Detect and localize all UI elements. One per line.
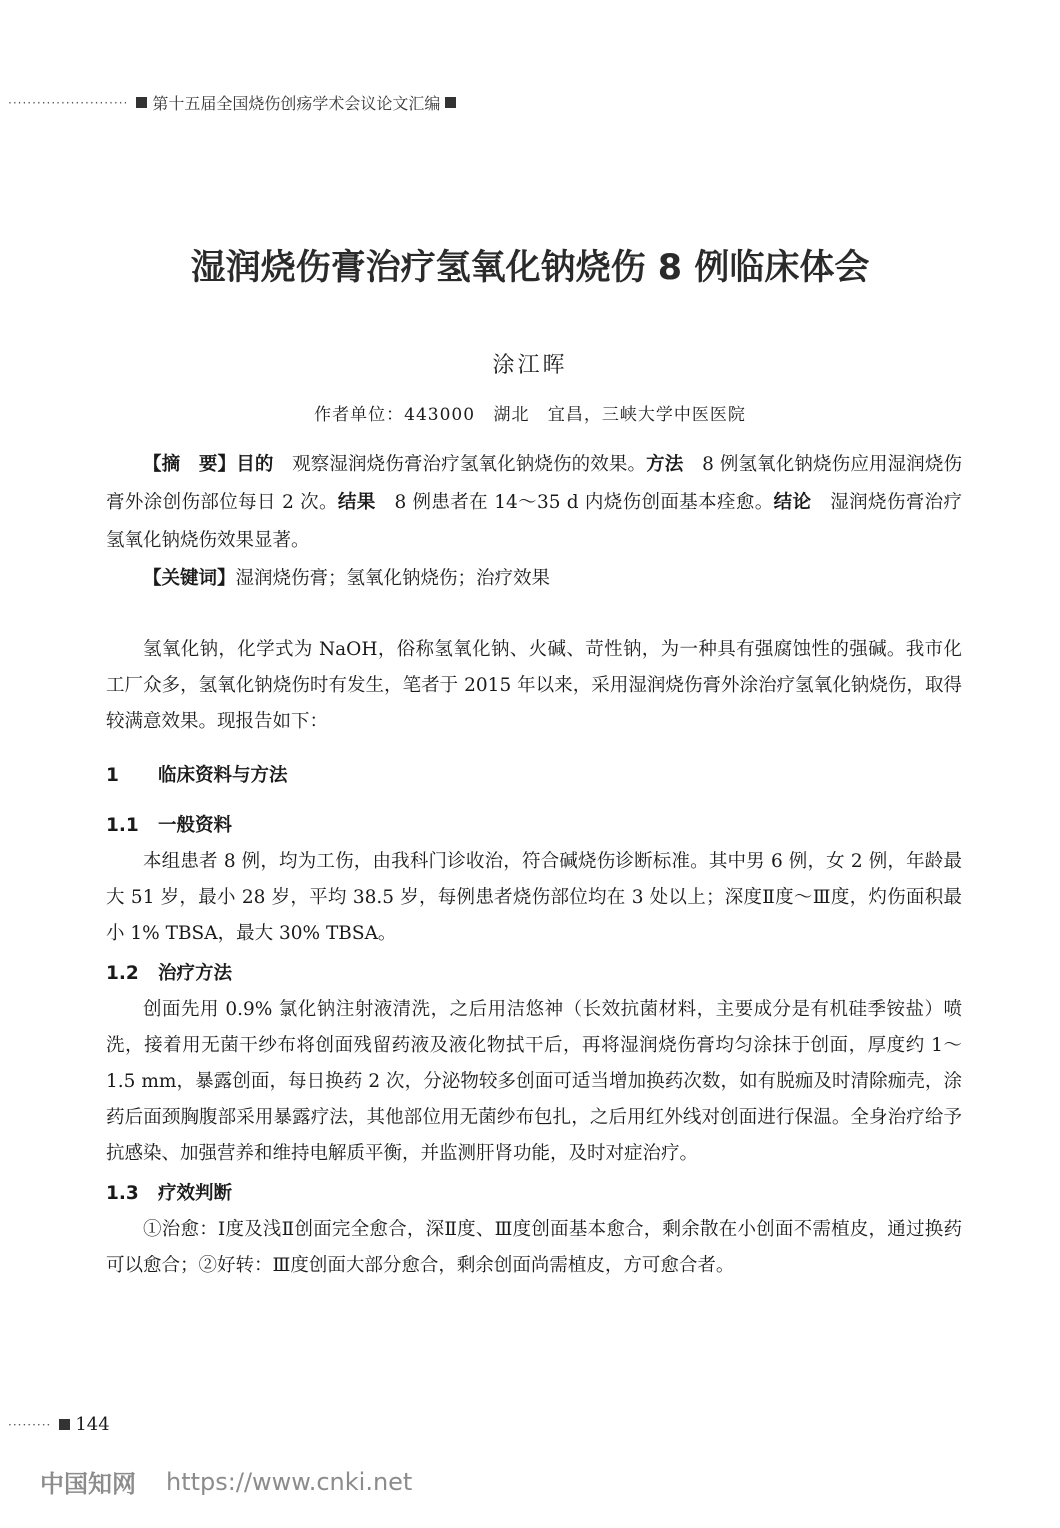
affiliation-city: 宜昌，三峡大学中医医院 bbox=[547, 405, 746, 425]
paper-body bbox=[106, 446, 962, 1284]
conclusion-text: 湿润烧伤膏治疗氢氧化钠烧伤效果显著。 bbox=[106, 492, 962, 551]
square-bullet-icon bbox=[136, 97, 147, 108]
running-header bbox=[8, 91, 461, 114]
subsection-heading-1-2 bbox=[106, 956, 962, 992]
section-heading-1 bbox=[106, 758, 962, 794]
conclusion-label: 结论 bbox=[773, 492, 812, 513]
objective-text: 观察湿润烧伤膏治疗氢氧化钠烧伤的效果。 bbox=[273, 454, 647, 475]
methods-text: 8 例氢氧化钠烧伤应用湿润烧伤膏外涂创伤部位每日 2 次。 bbox=[106, 454, 962, 513]
abstract-tag: 【摘 要】 bbox=[143, 454, 237, 475]
subsection-title: 疗效判断 bbox=[158, 1183, 233, 1204]
keywords-text: 湿润烧伤膏；氢氧化钠烧伤；治疗效果 bbox=[235, 568, 551, 589]
author-name: 涂江晖 bbox=[492, 353, 568, 378]
cnki-url[interactable]: https://www.cnki.net bbox=[166, 1467, 413, 1496]
subsection-number: 1.1 bbox=[106, 815, 139, 836]
results-label: 结果 bbox=[337, 492, 376, 513]
page-footer bbox=[8, 1414, 110, 1435]
results-text: 8 例患者在 14～35 d 内烧伤创面基本痊愈。 bbox=[375, 492, 774, 513]
section-title: 临床资料与方法 bbox=[158, 765, 288, 786]
subsection-heading-1-1 bbox=[106, 808, 962, 844]
affiliation-province: 湖北 bbox=[493, 405, 530, 425]
efficacy-paragraph: ①治愈：Ⅰ度及浅Ⅱ创面完全愈合，深Ⅱ度、Ⅲ度创面基本愈合，剩余散在小创面不需植皮，通过换药可以愈合；②好转：Ⅲ度创面大部分愈合，剩余创面尚需植皮，方可愈合者。 bbox=[106, 1219, 962, 1276]
section-number: 1 bbox=[106, 765, 119, 786]
page-number: 144 bbox=[75, 1414, 110, 1435]
intro-paragraph: 氢氧化钠，化学式为 NaOH，俗称氢氧化钠、火碱、苛性钠，为一种具有强腐蚀性的强碱。我市化工厂众多，氢氧化钠烧伤时有发生，笔者于 2015 年以来，采用湿润烧伤膏外涂治疗氢氧化钠烧伤，取得较满意效果。现报告如下： bbox=[106, 639, 962, 732]
treatment-paragraph: 创面先用 0.9% 氯化钠注射液清洗，之后用洁悠神（长效抗菌材料，主要成分是有机硅季铵盐）喷洗，接着用无菌干纱布将创面残留药液及液化物拭干后，再将湿润烧伤膏均匀涂抹于创面，厚度约 1～1.5 mm，暴露创面，每日换药 2 次，分泌物较多创面可适当增加换药次数，如有脱痂及时清除痂壳，涂药后面颈胸腹部采用暴露疗法，其他部位用无菌纱布包扎，之后用红外线对创面进行保温。全身治疗给予抗感染、加强营养和维持电解质平衡，并监测肝肾功能，及时对症治疗。 bbox=[106, 999, 962, 1164]
subsection-heading-1-3 bbox=[106, 1176, 962, 1212]
header-dots: ························· bbox=[8, 95, 129, 110]
square-bullet-icon bbox=[445, 97, 456, 108]
cnki-logo: 中国知网 bbox=[40, 1470, 136, 1498]
subsection-title: 治疗方法 bbox=[158, 963, 233, 984]
subsection-number: 1.3 bbox=[106, 1183, 139, 1204]
methods-label: 方法 bbox=[646, 454, 684, 475]
abstract bbox=[106, 446, 962, 560]
subsection-number: 1.2 bbox=[106, 963, 139, 984]
header-text: 第十五届全国烧伤创疡学术会议论文汇编 bbox=[152, 94, 441, 113]
affiliation-label: 作者单位：443000 bbox=[314, 405, 476, 425]
subsection-title: 一般资料 bbox=[158, 815, 233, 836]
objective-label: 目的 bbox=[236, 454, 274, 475]
affiliation bbox=[0, 400, 1060, 425]
general-data-paragraph: 本组患者 8 例，均为工伤，由我科门诊收治，符合碱烧伤诊断标准。其中男 6 例，女 2 例，年龄最大 51 岁，最小 28 岁，平均 38.5 岁，每例患者烧伤部位均在 3 处以上；深度Ⅱ度～Ⅲ度，灼伤面积最小 1% TBSA，最大 30% TBSA。 bbox=[106, 851, 962, 944]
square-bullet-icon bbox=[59, 1419, 70, 1430]
keywords-tag: 【关键词】 bbox=[143, 568, 236, 589]
cnki-watermark bbox=[40, 1464, 412, 1499]
keywords bbox=[106, 560, 962, 598]
paper-title: 湿润烧伤膏治疗氢氧化钠烧伤 8 例临床体会 bbox=[190, 248, 870, 288]
footer-dots: ········· bbox=[8, 1417, 52, 1432]
